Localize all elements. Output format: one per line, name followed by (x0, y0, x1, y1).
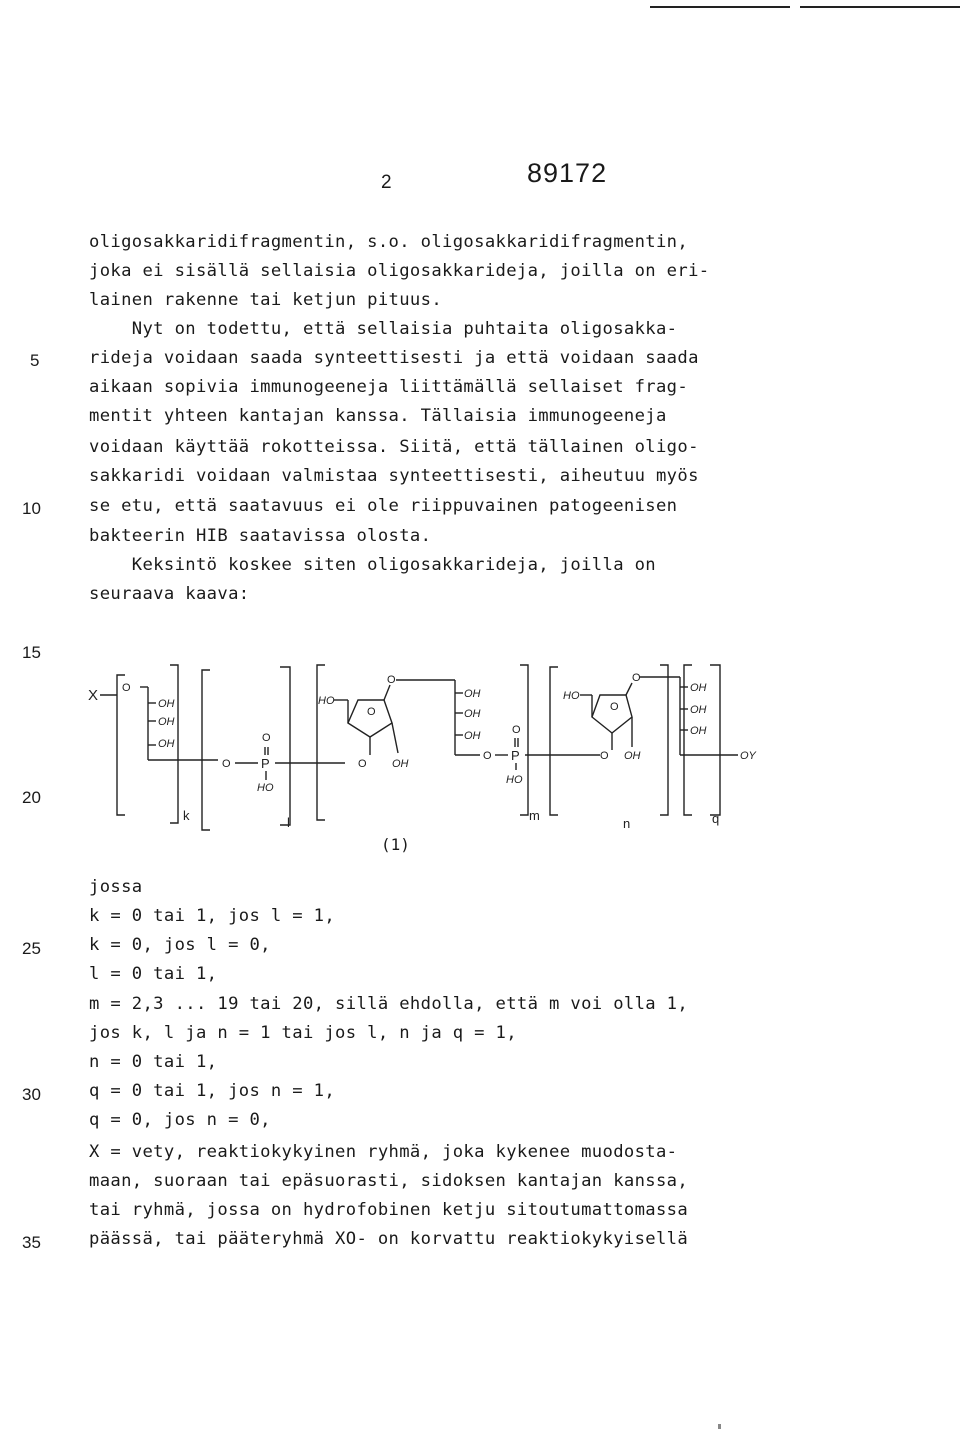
atom-o: O (512, 724, 521, 736)
atom-ho: HO (563, 690, 580, 702)
text-line: Keksintö koskee siten oligosakkarideja, joilla on (89, 555, 656, 575)
atom-o: O (483, 750, 492, 762)
text-line: oligosakkaridifragmentin, s.o. oligosakkaridifragmentin, (89, 232, 689, 252)
page-number: 2 (381, 172, 392, 193)
subscript-k: k (183, 808, 190, 823)
atom-oh: OH (690, 682, 707, 694)
subscript-l: l (287, 815, 290, 830)
scan-speck (718, 1424, 721, 1429)
atom-o: O (610, 701, 619, 713)
atom-o: O (262, 732, 271, 744)
atom-oh: OH (464, 708, 481, 720)
text-line: n = 0 tai 1, (89, 1052, 218, 1072)
formula-bracket (520, 665, 528, 815)
text-line: voidaan käyttää rokotteissa. Siitä, että tällainen oligo- (89, 437, 699, 457)
text-line: X = vety, reaktiokykyinen ryhmä, joka kykenee muodosta- (89, 1142, 678, 1162)
formula-label: (1) (381, 835, 410, 854)
formula-bracket (202, 670, 210, 830)
formula-bracket (117, 675, 125, 815)
line-number: 10 (22, 499, 41, 518)
formula-bracket (710, 665, 720, 815)
text-line: sakkaridi voidaan valmistaa synteettisesti, aiheutuu myös (89, 466, 699, 486)
atom-ho: HO (506, 774, 523, 786)
line-number: 35 (22, 1233, 41, 1252)
atom-oh: OH (690, 704, 707, 716)
text-line: joka ei sisällä sellaisia oligosakkarideja, joilla on eri- (89, 261, 710, 281)
line-number: 25 (22, 939, 41, 958)
text-line: m = 2,3 ... 19 tai 20, sillä ehdolla, että m voi olla 1, (89, 994, 689, 1014)
atom-oh: OH (158, 698, 175, 710)
text-line: se etu, että saatavuus ei ole riippuvainen patogeenisen (89, 496, 678, 516)
text-line: mentit yhteen kantajan kanssa. Tällaisia immunogeeneja (89, 406, 667, 426)
subscript-q: q (712, 811, 720, 826)
atom-o: O (122, 682, 131, 694)
text-line: jos k, l ja n = 1 tai jos l, n ja q = 1, (89, 1023, 517, 1043)
text-line: l = 0 tai 1, (89, 964, 218, 984)
text-line: päässä, tai pääteryhmä XO- on korvattu reaktiokykyisellä (89, 1229, 689, 1249)
line-number: 20 (22, 788, 41, 807)
atom-o: O (358, 758, 367, 770)
atom-o: O (367, 706, 376, 718)
atom-oh: OH (690, 725, 707, 737)
atom-o: O (387, 674, 396, 686)
atom-p: P (261, 756, 270, 771)
header-rule (800, 6, 960, 8)
text-line: k = 0 tai 1, jos l = 1, (89, 906, 336, 926)
atom-oh: OH (158, 738, 175, 750)
formula-bracket (660, 665, 668, 815)
line-number: 5 (30, 351, 40, 370)
text-line: Nyt on todettu, että sellaisia puhtaita oligosakka- (89, 319, 678, 339)
text-line: q = 0 tai 1, jos n = 1, (89, 1081, 336, 1101)
text-line: tai ryhmä, jossa on hydrofobinen ketju sitoutumattomassa (89, 1200, 689, 1220)
atom-ho: HO (318, 695, 335, 707)
text-line: aikaan sopivia immunogeeneja liittämällä sellaiset frag- (89, 377, 689, 397)
atom-oh: OH (464, 688, 481, 700)
text-line: rideja voidaan saada synteettisesti ja että voidaan saada (89, 348, 699, 368)
atom-oh: OH (392, 758, 409, 770)
chemical-formula (80, 655, 870, 870)
header-rule (650, 6, 790, 8)
atom-oh: OH (464, 730, 481, 742)
atom-oh: OH (624, 750, 641, 762)
text-line: seuraava kaava: (89, 584, 250, 604)
atom-o: O (632, 672, 641, 684)
patent-number: 89172 (527, 158, 608, 188)
atom-o: O (222, 758, 231, 770)
atom-p: P (511, 748, 520, 763)
subscript-n: n (623, 816, 631, 831)
text-line: k = 0, jos l = 0, (89, 935, 271, 955)
formula-bracket (280, 667, 290, 825)
atom-o: O (600, 750, 609, 762)
text-line: bakteerin HIB saatavissa olosta. (89, 526, 432, 546)
line-number: 30 (22, 1085, 41, 1104)
text-line: maan, suoraan tai epäsuorasti, sidoksen kantajan kanssa, (89, 1171, 689, 1191)
text-line: q = 0, jos n = 0, (89, 1110, 271, 1130)
line-number: 15 (22, 643, 41, 662)
atom-x: X (88, 687, 99, 704)
formula-bracket (317, 665, 325, 820)
text-line: jossa (89, 877, 143, 897)
subscript-m: m (529, 808, 540, 823)
text-line: lainen rakenne tai ketjun pituus. (89, 290, 443, 310)
atom-oh: OH (158, 716, 175, 728)
atom-ho: HO (257, 782, 274, 794)
formula-bracket (550, 667, 558, 815)
atom-oy: OY (740, 750, 756, 762)
